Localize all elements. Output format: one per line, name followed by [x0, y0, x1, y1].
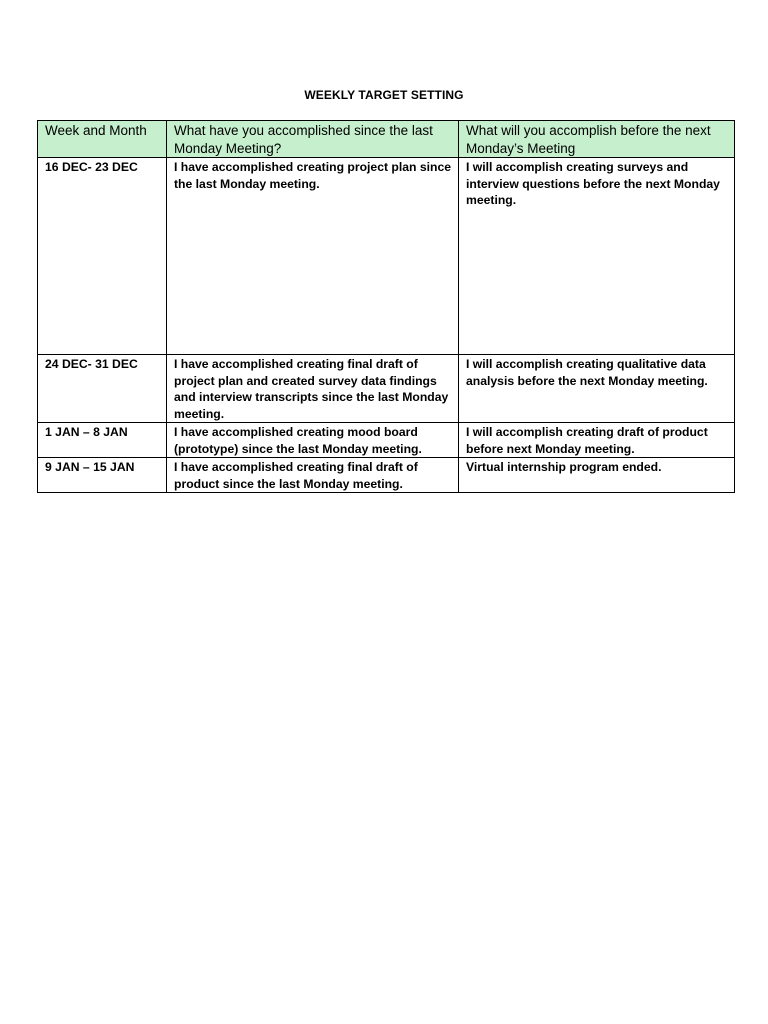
- week-cell: 1 JAN – 8 JAN: [38, 423, 167, 458]
- header-will-accomplish: What will you accomplish before the next Monday’s Meeting: [459, 121, 735, 158]
- table-row: [38, 158, 735, 355]
- table-header-row: [38, 121, 735, 158]
- week-cell: 9 JAN – 15 JAN: [38, 458, 167, 493]
- week-cell: 24 DEC- 31 DEC: [38, 355, 167, 423]
- table-row: [38, 423, 735, 458]
- will-accomplish-cell: Virtual internship program ended.: [459, 458, 735, 493]
- week-cell: 16 DEC- 23 DEC: [38, 158, 167, 355]
- table-row: [38, 355, 735, 423]
- header-accomplished: What have you accomplished since the last Monday Meeting?: [167, 121, 459, 158]
- accomplished-cell: I have accomplished creating final draft of product since the last Monday meeting.: [167, 458, 459, 493]
- will-accomplish-cell: I will accomplish creating draft of product before next Monday meeting.: [459, 423, 735, 458]
- accomplished-cell: I have accomplished creating mood board (prototype) since the last Monday meeting.: [167, 423, 459, 458]
- weekly-target-table: [37, 120, 735, 493]
- accomplished-cell: I have accomplished creating project plan since the last Monday meeting.: [167, 158, 459, 355]
- will-accomplish-cell: I will accomplish creating surveys and interview questions before the next Monday meeting.: [459, 158, 735, 355]
- accomplished-cell: I have accomplished creating final draft of project plan and created survey data findings and interview transcripts since the last Monday meeting.: [167, 355, 459, 423]
- table-row: [38, 458, 735, 493]
- header-week-and-month: Week and Month: [38, 121, 167, 158]
- will-accomplish-cell: I will accomplish creating qualitative data analysis before the next Monday meeting.: [459, 355, 735, 423]
- document-title: WEEKLY TARGET SETTING: [304, 88, 464, 102]
